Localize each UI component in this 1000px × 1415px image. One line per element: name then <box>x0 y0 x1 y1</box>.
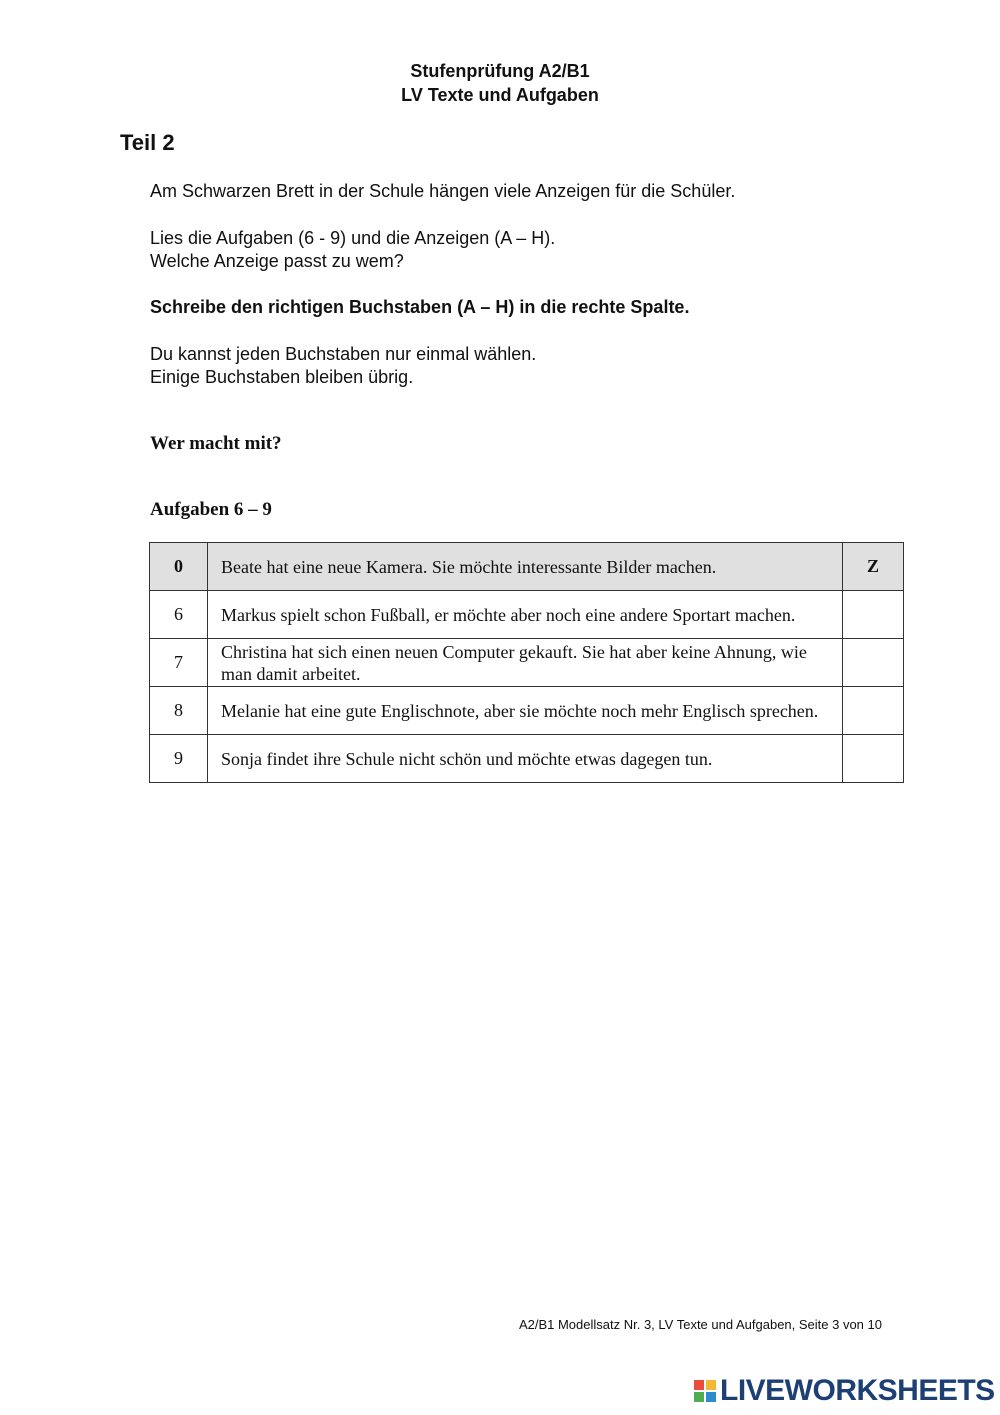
row-number: 7 <box>150 639 208 687</box>
task-line-1: Lies die Aufgaben (6 - 9) und die Anzeigen (A – H). <box>150 228 556 248</box>
answer-input[interactable] <box>843 687 904 735</box>
liveworksheets-watermark <box>694 1373 995 1409</box>
table-row <box>150 735 904 783</box>
answer-input[interactable] <box>843 735 904 783</box>
table-row-example <box>150 543 904 591</box>
liveworksheets-logo-icon <box>694 1380 716 1402</box>
subtitle: Wer macht mit? <box>150 433 282 454</box>
note-line-1: Du kannst jeden Buchstaben nur einmal wählen. <box>150 344 537 364</box>
logo-square <box>706 1380 716 1390</box>
logo-square <box>694 1380 704 1390</box>
answer-input[interactable] <box>843 639 904 687</box>
row-text: Melanie hat eine gute Englischnote, aber sie möchte noch mehr Englisch sprechen. <box>208 687 843 735</box>
logo-square <box>706 1392 716 1402</box>
task-line-2: Welche Anzeige passt zu wem? <box>150 251 404 271</box>
bold-instruction: Schreibe den richtigen Buchstaben (A – H) in die rechte Spalte. <box>150 297 690 317</box>
logo-square <box>694 1392 704 1402</box>
task-instructions <box>150 227 555 273</box>
row-text: Sonja findet ihre Schule nicht schön und möchte etwas dagegen tun. <box>208 735 843 783</box>
section-title: Teil 2 <box>120 130 175 155</box>
page-footer: A2/B1 Modellsatz Nr. 3, LV Texte und Aufgaben, Seite 3 von 10 <box>518 1317 882 1332</box>
note-line-2: Einige Buchstaben bleiben übrig. <box>150 367 414 387</box>
watermark-text: LIVEWORKSHEETS <box>720 1374 995 1407</box>
note-text <box>150 343 536 389</box>
table-row <box>150 591 904 639</box>
row-number: 6 <box>150 591 208 639</box>
intro-text: Am Schwarzen Brett in der Schule hängen viele Anzeigen für die Schüler. <box>150 181 736 201</box>
tasks-heading: Aufgaben 6 – 9 <box>150 499 272 520</box>
row-number: 9 <box>150 735 208 783</box>
row-text: Markus spielt schon Fußball, er möchte aber noch eine andere Sportart machen. <box>208 591 843 639</box>
tasks-table <box>149 542 904 783</box>
table-row <box>150 687 904 735</box>
row-text: Christina hat sich einen neuen Computer gekauft. Sie hat aber keine Ahnung, wie man damit arbeitet. <box>208 639 843 687</box>
table-row <box>150 639 904 687</box>
answer-cell: Z <box>843 543 904 591</box>
row-number: 0 <box>150 543 208 591</box>
document-subtitle: LV Texte und Aufgaben <box>401 85 599 105</box>
row-text: Beate hat eine neue Kamera. Sie möchte interessante Bilder machen. <box>208 543 843 591</box>
row-number: 8 <box>150 687 208 735</box>
answer-input[interactable] <box>843 591 904 639</box>
document-title: Stufenprüfung A2/B1 <box>410 61 590 81</box>
